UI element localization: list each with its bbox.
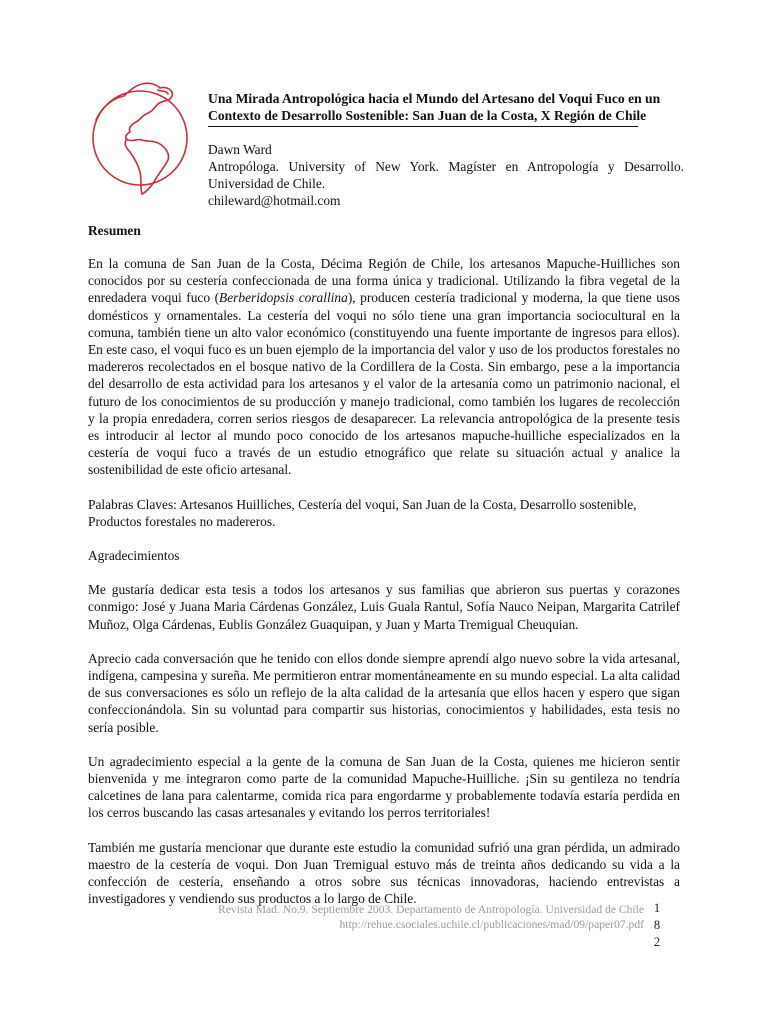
resumen-text-2: ), producen cestería tradicional y moderna, la que tiene usos domésticos y ornamentales. La cestería del voqui no sólo tiene una gran importancia sociocultural en la comuna, también tiene un alto valor económico (constituyendo una fuente importante de ingresos para ellos). En este caso, el voqui fuco es un buen ejemplo de la importancia del valor y uso de los productos forestales no madereros recolectados en el bosque nativo de la Cordillera de la Costa. Sin embargo, pese a la importancia del desarrollo de esta actividad para los artesanos y el valor de la artesanía como un patrimonio nacional, el futuro de los conocimientos de su producción y manejo tradicional, como también los lugares de recolección y la propia enredadera, corren serios riesgos de desaparecer. La relevancia antropológica de la presente tesis es introducir al lector al mundo poco conocido de los artesanos mapuche-huilliche especializados en la cestería de voqui fuco a través de un estudio etnográfico que relate su situación actual y analice la sostenibilidad de este oficio artesanal. — [88, 290, 681, 478]
paper-title — [208, 90, 661, 127]
footer-journal: Revista Mad. No.9. Septiembre 2003. Departamento de Antropología. Universidad de Chile — [218, 903, 644, 916]
page-number-digit: 1 — [653, 901, 661, 915]
acknowledgements-paragraph-2: Aprecio cada conversación que he tenido con ellos donde siempre aprendí algo nuevo sobre la vida artesanal, indígena, campesina y sureña. Me permitieron entrar momentáneamente en su mundo especial. La alta calidad de sus conversaciones es sólo un reflejo de la alta calidad de la artesanía que ellos hacen y espero que sigan confeccionándola. Sin su voluntad para compartir sus historias, conocimientos y habilidades, esta tesis no sería posible. — [88, 650, 680, 735]
title-line-2: Contexto de Desarrollo Sostenible: San Juan de la Costa, X Región de Chile — [208, 108, 647, 123]
keywords-paragraph: Palabras Claves: Artesanos Huilliches, Cestería del voqui, San Juan de la Costa, Desarrollo sostenible, Productos forestales no madereros. — [88, 496, 637, 529]
author-block — [208, 141, 684, 209]
page-number-digit: 8 — [653, 918, 661, 932]
americas-map-circle-icon — [84, 76, 196, 196]
resumen-text-1: En la comuna de San Juan de la Costa, Décima Región de Chile, los artesanos Mapuche-Huilliches son conocidos por su cestería confeccionada de una forma única y tradicional. Utilizando la fibra vegetal de la enredadera voqui fuco ( — [88, 256, 680, 306]
author-name: Dawn Ward — [208, 142, 272, 157]
footer — [218, 902, 644, 932]
resumen-heading: Resumen — [88, 223, 141, 238]
author-affiliation-2: Universidad de Chile. — [208, 176, 326, 191]
page-number-digit: 2 — [653, 935, 661, 949]
header — [208, 90, 684, 209]
author-affiliation-1: Antropóloga. University of New York. Magíster en Antropología y Desarrollo. — [208, 159, 684, 174]
species-name: Berberidopsis corallina — [219, 290, 348, 306]
acknowledgements-paragraph-3: Un agradecimiento especial a la gente de la comuna de San Juan de la Costa, quienes me hicieron sentir bienvenida y me integraron como parte de la comunidad Mapuche-Huilliche. ¡Sin su gentileza no tendría calcetines de lana para calentarme, comida rica para engordarme y probablemente todavía estaría perdida en los cerros buscando las casas artesanales y evitando los perros territoriales! — [88, 753, 680, 821]
acknowledgements-paragraph-1: Me gustaría dedicar esta tesis a todos los artesanos y sus familias que abrieron sus puertas y corazones conmigo: José y Juana Maria Cárdenas González, Luis Guala Rantul, Sofía Nauco Neipan, Margarita Catrilef Muñoz, Olga Cárdenas, Eublis González Guaquipan, y Juan y Marta Tremigual Cheuquian. — [88, 582, 680, 632]
main-content — [88, 222, 680, 925]
footer-url: http://rehue.csociales.uchile.cl/publicaciones/mad/09/paper07.pdf — [339, 918, 644, 931]
page-number — [650, 900, 664, 951]
acknowledgements-heading: Agradecimientos — [88, 548, 180, 564]
title-line-1: Una Mirada Antropológica hacia el Mundo del Artesano del Voqui Fuco en un — [208, 91, 661, 106]
acknowledgements-paragraph-4: También me gustaría mencionar que durante este estudio la comunidad sufrió una gran pérdida, un admirado maestro de la cestería de voqui. Don Juan Tremigual estuvo más de treinta años dedicando su vida a la confección de cestería, enseñando a otros sobre sus técnicas innovadoras, haciendo entrevistas a investigadores y vendiendo sus productos a lo largo de Chile. — [88, 839, 680, 907]
author-email: chileward@hotmail.com — [208, 193, 341, 208]
resumen-paragraph — [88, 255, 680, 479]
